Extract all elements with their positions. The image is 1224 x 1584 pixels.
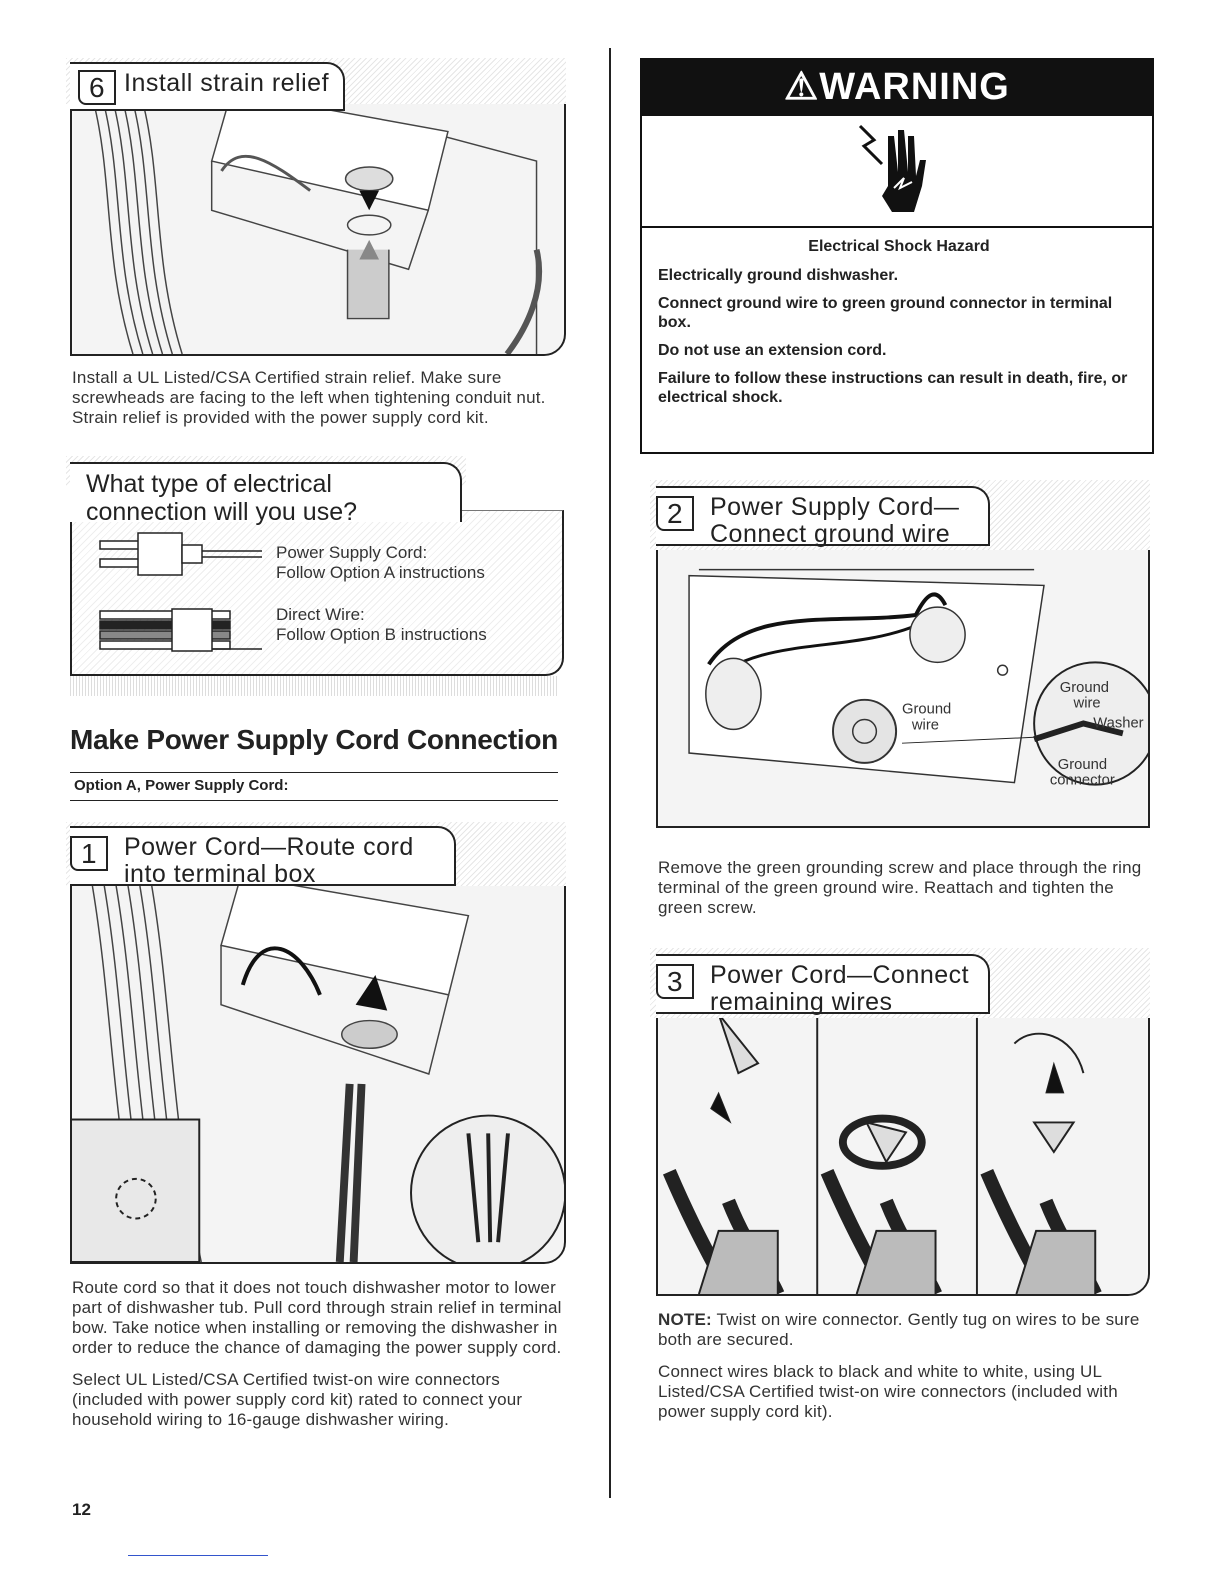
callout-ground-connector-2: connector — [1049, 772, 1115, 789]
step6-header — [70, 62, 345, 111]
ground-wire-label-2: wire — [911, 717, 939, 734]
page-number: 12 — [72, 1500, 91, 1519]
step1-number: 1 — [70, 836, 108, 871]
step6-title: Install strain relief — [124, 69, 330, 97]
option-b-line2: Follow Option B instructions — [276, 625, 487, 644]
step3-title-line2: remaining wires — [710, 988, 893, 1016]
step3-number: 3 — [656, 964, 694, 999]
step1-header — [70, 826, 456, 886]
step3-note — [658, 1310, 1148, 1350]
warning-body — [640, 228, 1154, 454]
step2-title-line1: Power Supply Cord— — [710, 493, 960, 521]
step1-text-para2: Select UL Listed/CSA Certified twist-on wire connectors (included with power supply cord kit) rated to connect your household wiring to 16-gauge dishwasher wiring. — [72, 1370, 523, 1429]
step3-header — [656, 954, 990, 1014]
step3-illustration — [656, 1012, 1150, 1296]
note-label: NOTE: — [658, 1310, 712, 1329]
callout-wire: wire — [1073, 695, 1101, 712]
warning-heading-text: WARNING — [819, 66, 1010, 108]
warning-line: Do not use an extension cord. — [658, 342, 887, 359]
callout-washer: Washer — [1093, 715, 1144, 732]
option-b-line1: Direct Wire: — [276, 605, 365, 624]
step2-text: Remove the green grounding screw and place through the ring terminal of the green ground wire. Reattach and tighten the green screw. — [658, 858, 1142, 917]
step3-text-para2: Connect wires black to black and white to white, using UL Listed/CSA Certified twist-on wire connectors (included with power supply cord kit). — [658, 1362, 1118, 1421]
column-divider — [609, 48, 611, 1498]
step6-text: Install a UL Listed/CSA Certified strain relief. Make sure screwheads are facing to the left when tightening conduit nut. Strain relief is provided with the power supply cord kit. — [72, 368, 546, 427]
warning-icon-box — [640, 116, 1154, 228]
note-text: Twist on wire connector. Gently tug on wires to be sure both are secured. — [658, 1310, 1140, 1349]
callout-ground: Ground — [1059, 679, 1110, 696]
step1-illustration — [70, 884, 566, 1264]
option-a-line2: Follow Option A instructions — [276, 563, 485, 582]
step2-number: 2 — [656, 496, 694, 531]
step2-title-line2: Connect ground wire — [710, 520, 951, 548]
step2-header — [656, 486, 990, 546]
ground-wire-label: Ground — [902, 701, 952, 718]
warning-title: Electrical Shock Hazard — [808, 238, 990, 255]
connection-icons — [72, 511, 566, 677]
warning-triangle-icon: ⚠ — [784, 66, 820, 108]
step1-text — [72, 1278, 572, 1442]
section-title: Make Power Supply Cord Connection — [70, 724, 558, 755]
connection-title: What type of electrical connection will you use? — [70, 462, 462, 522]
option-a-label: Option A, Power Supply Cord: — [70, 772, 558, 801]
step1-title-line2: into terminal box — [124, 860, 316, 888]
connection-options-box — [70, 510, 564, 676]
footer-link-line — [128, 1555, 268, 1556]
warning-heading — [640, 58, 1154, 116]
step1-text-para1: Route cord so that it does not touch dishwasher motor to lower part of dishwasher tub. Pull cord through strain relief in terminal bow. Take notice when installing or removing the dishwasher in order to reduce the chance of damaging the power supply cord. — [72, 1278, 562, 1357]
step3-text — [658, 1310, 1148, 1434]
callout-ground-connector-1: Ground — [1057, 756, 1108, 773]
step3-title-line1: Power Cord—Connect — [710, 961, 970, 989]
warning-line: Connect ground wire to green ground connector in terminal box. — [658, 295, 1113, 331]
section-band — [70, 676, 558, 696]
step2-illustration — [656, 544, 1150, 828]
step6-illustration — [70, 100, 566, 356]
step1-title-line1: Power Cord—Route cord — [124, 833, 414, 861]
option-a-line1: Power Supply Cord: — [276, 543, 428, 562]
shock-hand-icon — [642, 116, 1156, 228]
step6-number: 6 — [78, 70, 116, 105]
warning-line: Electrically ground dishwasher. — [658, 267, 899, 284]
warning-line: Failure to follow these instructions can result in death, fire, or electrical shock. — [658, 370, 1128, 406]
